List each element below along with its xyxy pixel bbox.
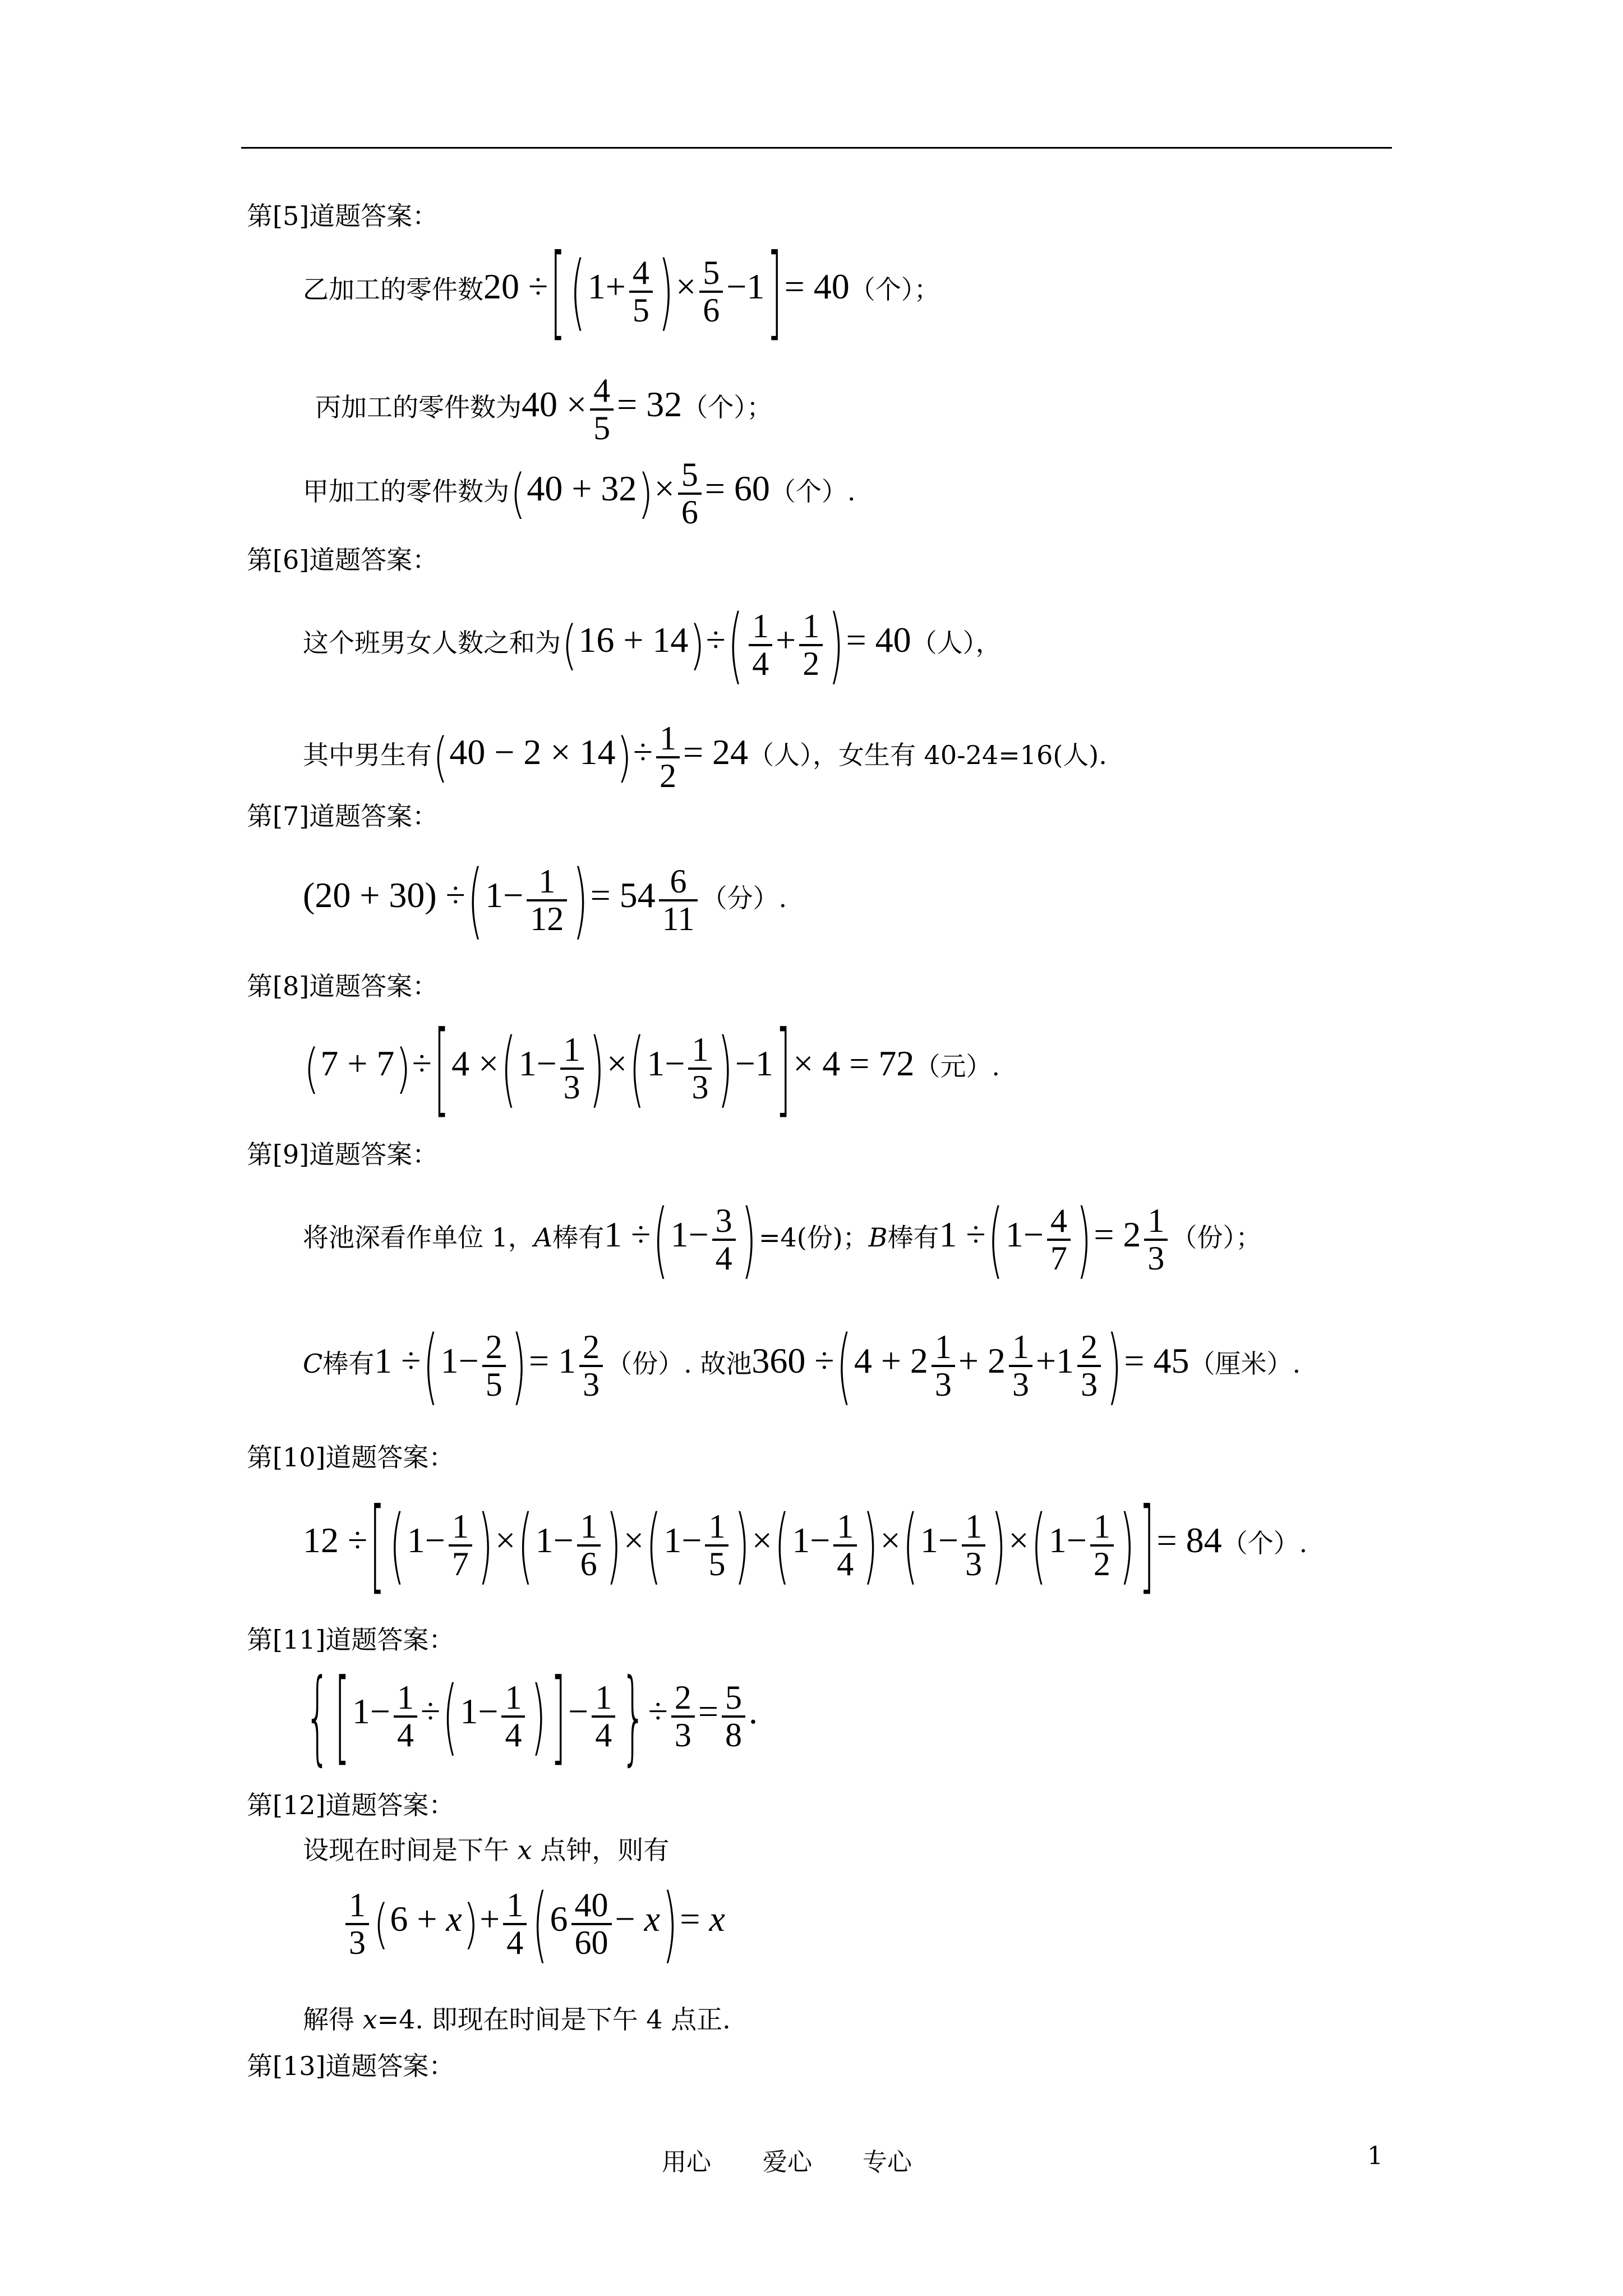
q5-l2-text: 丙加工的零件数为 [315,392,522,422]
heading-q10: 第[10]道题答案： [247,1442,455,1473]
q9-line-1: 将池深看作单位 1，A棒有1 ÷(1− $\frac{3}{4}$ )=4(份)；B棒有1 ÷(1− $\frac{4}{7}$ )= 2 $\frac{1}{3}$ （份）； [303,1191,1262,1289]
q7-line: (20 + 30) ÷(1− $\frac{1}{12}$ )= 54 $\frac{6}{11}$ （分）. [303,852,787,949]
q5-l1-unit: （个）； [849,274,940,305]
heading-q5: 第[5]道题答案： [247,201,439,231]
heading-q6: 第[6]道题答案： [247,545,439,575]
q9-l1-unit: （份）； [1171,1222,1262,1253]
q6-line-2: 其中男生有(40 − 2 × 14)÷ $\frac{1}{2}$ = 24（人），女生有 40-24=16(人). [303,720,1107,794]
q10-unit: （个）. [1221,1528,1308,1558]
heading-q8: 第[8]道题答案： [247,971,439,1001]
heading-q9: 第[9]道题答案： [247,1139,439,1170]
heading-q13: 第[13]道题答案： [247,2051,455,2081]
q11-line: { [1− $\frac{1}{4}$ ÷(1− $\frac{1}{4}$ ) ]− $\frac{1}{4}$ }÷ $\frac{2}{3}$ = $\frac{5}{8}$ . [305,1657,758,1777]
q9-l1-text-c: 棒有 [887,1222,939,1253]
q12-solve-text: 解得 [303,2004,354,2035]
heading-q11: 第[11]道题答案： [247,1625,455,1655]
q9-l2-unit: （厘米）. [1189,1349,1301,1379]
q10-line: 12 ÷[ (1− $\frac{1}{7}$ )×(1− $\frac{1}{6}$ )×(1− $\frac{1}{5}$ )×(1− $\frac{1}{4}$ )×(1− $\frac{1}{3}$ )×(1− $\frac{1}{2}$ ) ]= 84（个）. [303,1485,1308,1605]
q6-l2-unit: （人），女生有 40-24=16(人). [748,740,1107,770]
q12-solution [303,2004,731,2035]
q6-line-1: 这个班男女人数之和为(16 + 14)÷( $\frac{1}{4}$ + $\frac{1}{2}$ )= 40（人）， [303,596,1002,694]
q5-l3-text: 甲加工的零件数为 [303,476,509,507]
q9-var-a: A [533,1222,553,1253]
footer-motto-3: 专心 [863,2148,912,2177]
q12-solve-var: x [362,2004,377,2035]
q5-line-3: 甲加工的零件数为(40 + 32)× $\frac{5}{6}$ = 60（个）. [303,456,856,531]
q8-unit: （元）. [914,1051,1000,1082]
q8-line: (7 + 7)÷[4 ×(1− $\frac{1}{3}$ )×(1− $\frac{1}{3}$ )−1]× 4 = 72（元）. [304,1009,1000,1129]
q6-l2-text: 其中男生有 [303,740,432,770]
q5-line-1: 乙加工的零件数20 ÷[ (1+ $\frac{4}{5}$ )× $\frac{5}{6}$ −1]= 40（个）； [303,232,940,352]
q5-l1-text: 乙加工的零件数 [303,274,483,305]
q12-var-x: x [517,1835,532,1865]
q7-unit: （分）. [701,883,787,913]
q9-l2-text: 棒有 [322,1349,375,1379]
q6-l1-unit: （人）， [911,628,1002,658]
q12-solve-text-b: =4. 即现在时间是下午 4 点正. [377,2004,731,2035]
footer-motto-1: 用心 [662,2148,711,2177]
q9-l1-text-b: 棒有 [552,1222,605,1253]
q12-intro-text: 设现在时间是下午 [303,1835,509,1865]
q5-line-2: 丙加工的零件数为40 × $\frac{4}{5}$ = 32（个）； [315,372,773,447]
q9-line-2: C棒有1 ÷(1− $\frac{2}{5}$ )= 1 $\frac{2}{3}$ （份）. 故池360 ÷(4 + 2 $\frac{1}{3}$ + 2 $\frac{1}{3}$ +1 $\frac{2}{3}$ )= 45（厘米）. [303,1317,1301,1415]
heading-q7: 第[7]道题答案： [247,801,439,831]
header-rule [241,147,1392,149]
q5-l2-unit: （个）； [682,392,773,422]
q9-var-b: B [868,1222,888,1253]
q12-intro [303,1837,669,1863]
q9-l1-result: =4(份)； [758,1222,869,1253]
q5-l3-unit: （个）. [769,476,856,507]
q9-var-c: C [303,1349,323,1379]
q12-intro-text-b: 点钟，则有 [540,1835,670,1865]
footer-motto-2: 爱心 [763,2148,812,2177]
q9-l2-text-b: （份）. 故池 [606,1349,752,1379]
heading-q12: 第[12]道题答案： [247,1790,455,1820]
q9-l1-text: 将池深看作单位 1， [303,1222,534,1253]
q6-l1-text: 这个班男女人数之和为 [303,628,561,658]
page-number: 1 [1367,2142,1383,2170]
q12-equation: $\frac{1}{3}$ (6 + x)+ $\frac{1}{4}$ (6 $\frac{40}{60}$ − x)= x [342,1888,725,1961]
